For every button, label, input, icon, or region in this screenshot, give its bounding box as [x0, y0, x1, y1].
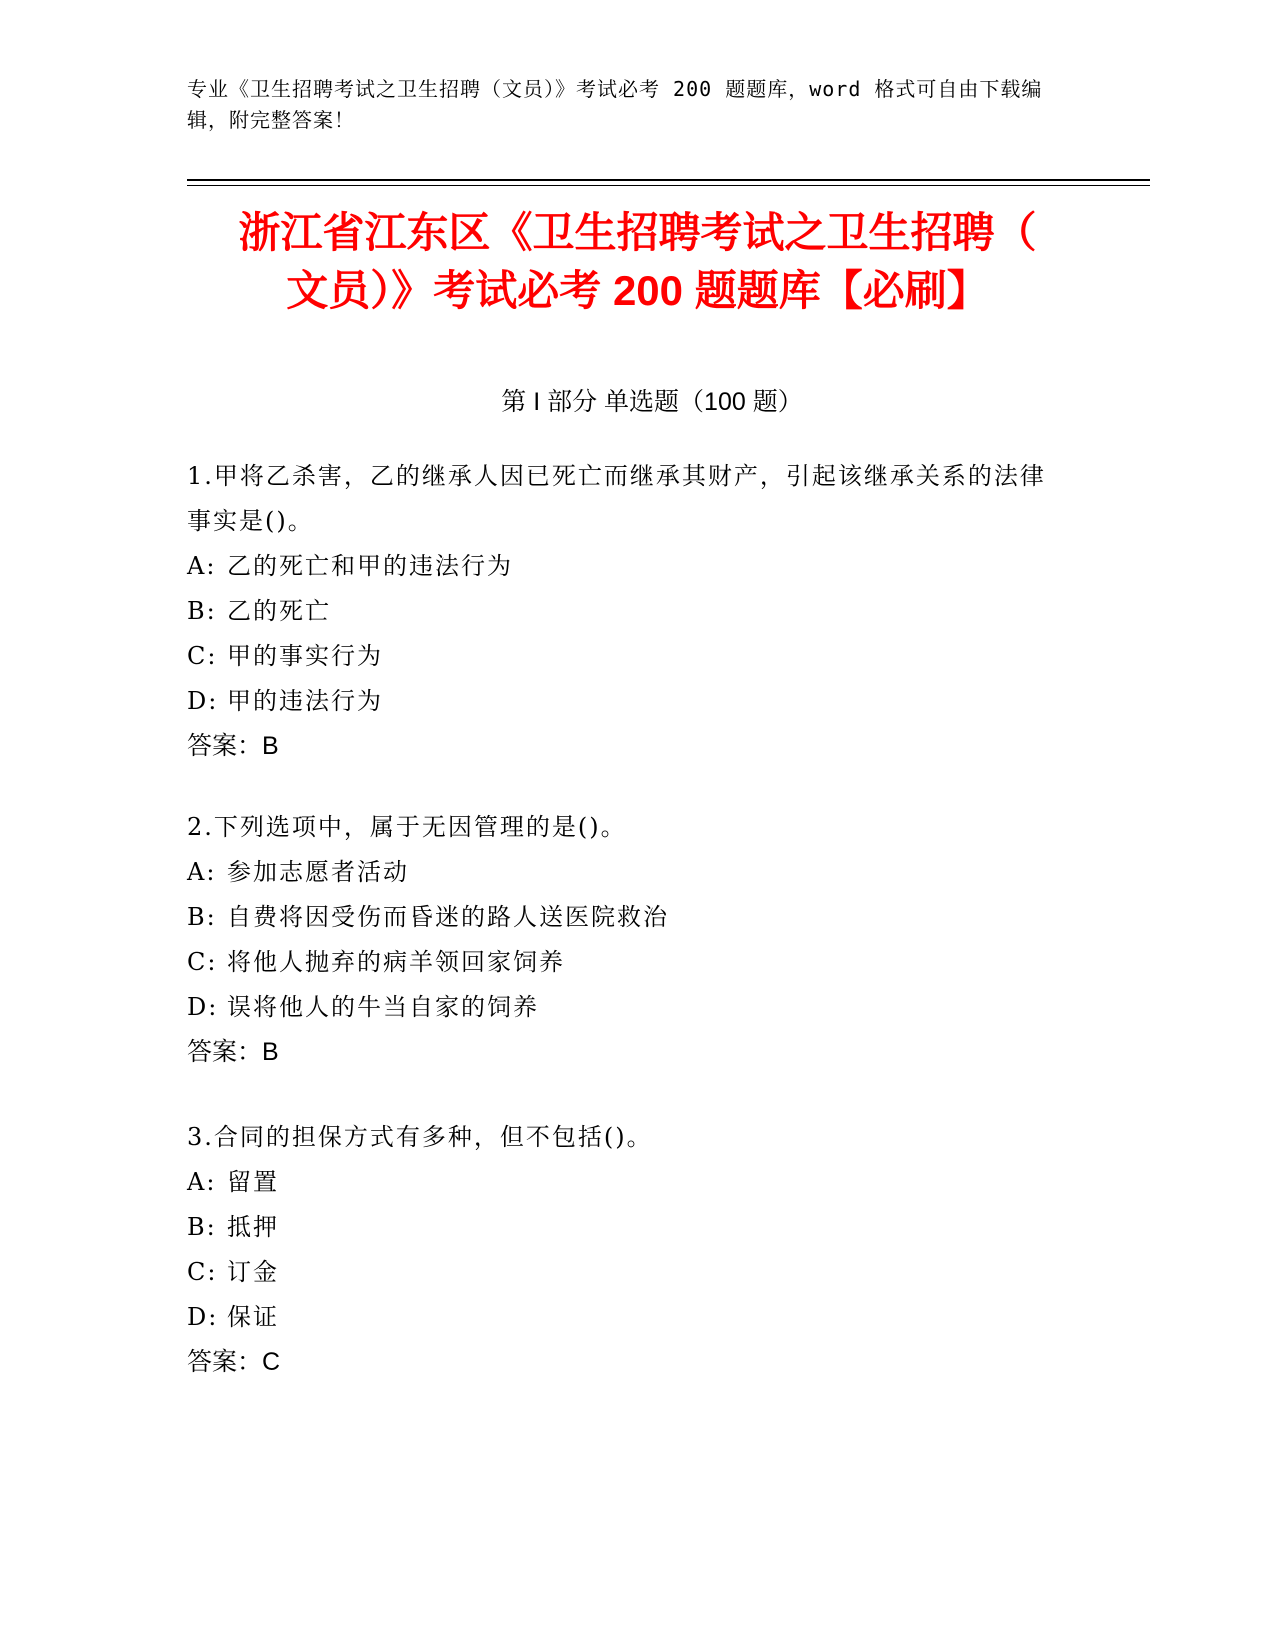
option-text: 订金 [227, 1258, 279, 1286]
header-divider-thin [187, 185, 1150, 186]
option-c [187, 1250, 1067, 1295]
option-text: 保证 [227, 1303, 279, 1331]
question-stem: 1.甲将乙杀害，乙的继承人因已死亡而继承其财产，引起该继承关系的法律事实是()。 [187, 462, 1046, 535]
answer: 答案：C [187, 1348, 281, 1376]
option-letter: B: [187, 903, 217, 931]
document-title-line-2: 文员）》考试必考 200 题题库【必刷】 [286, 267, 989, 314]
header-note: 专业《卫生招聘考试之卫生招聘（文员）》考试必考 200 题题库，word 格式可自由下载编辑，附完整答案！ [187, 77, 1043, 132]
option-text: 抵押 [227, 1213, 279, 1241]
option-letter: A: [187, 1168, 217, 1196]
answer: 答案：B [187, 1038, 279, 1066]
option-c [187, 634, 1067, 679]
question-stem: 2.下列选项中，属于无因管理的是()。 [187, 813, 627, 841]
option-d [187, 985, 1067, 1030]
header-divider-thick [187, 179, 1150, 181]
option-b [187, 1205, 1067, 1250]
option-b [187, 895, 1067, 940]
option-letter: D: [187, 1303, 219, 1331]
option-text: 自费将因受伤而昏迷的路人送医院救治 [227, 903, 669, 931]
document-title [170, 204, 1105, 320]
option-text: 乙的死亡 [227, 597, 331, 625]
question-2 [187, 805, 1067, 1075]
option-letter: C: [187, 1258, 218, 1286]
option-letter: D: [187, 993, 219, 1021]
option-letter: B: [187, 597, 217, 625]
question-3 [187, 1115, 1067, 1385]
option-letter: A: [187, 858, 217, 886]
option-text: 将他人抛弃的病羊领回家饲养 [227, 948, 565, 976]
option-letter: C: [187, 642, 218, 670]
answer: 答案：B [187, 732, 279, 760]
option-text: 乙的死亡和甲的违法行为 [227, 552, 513, 580]
document-title-line-1: 浙江省江东区《卫生招聘考试之卫生招聘（ [238, 209, 1037, 256]
option-d [187, 1295, 1067, 1340]
option-a [187, 1160, 1067, 1205]
section-heading: 第 I 部分 单选题（100 题） [501, 388, 803, 416]
option-a [187, 544, 1067, 589]
option-a [187, 850, 1067, 895]
option-d [187, 679, 1067, 724]
option-text: 参加志愿者活动 [227, 858, 409, 886]
option-text: 甲的违法行为 [227, 687, 383, 715]
option-b [187, 589, 1067, 634]
option-letter: B: [187, 1213, 217, 1241]
option-letter: D: [187, 687, 219, 715]
option-text: 甲的事实行为 [227, 642, 383, 670]
option-c [187, 940, 1067, 985]
question-1 [187, 454, 1067, 769]
question-stem: 3.合同的担保方式有多种，但不包括()。 [187, 1123, 653, 1151]
option-letter: A: [187, 552, 217, 580]
option-text: 误将他人的牛当自家的饲养 [227, 993, 539, 1021]
option-letter: C: [187, 948, 218, 976]
option-text: 留置 [227, 1168, 279, 1196]
